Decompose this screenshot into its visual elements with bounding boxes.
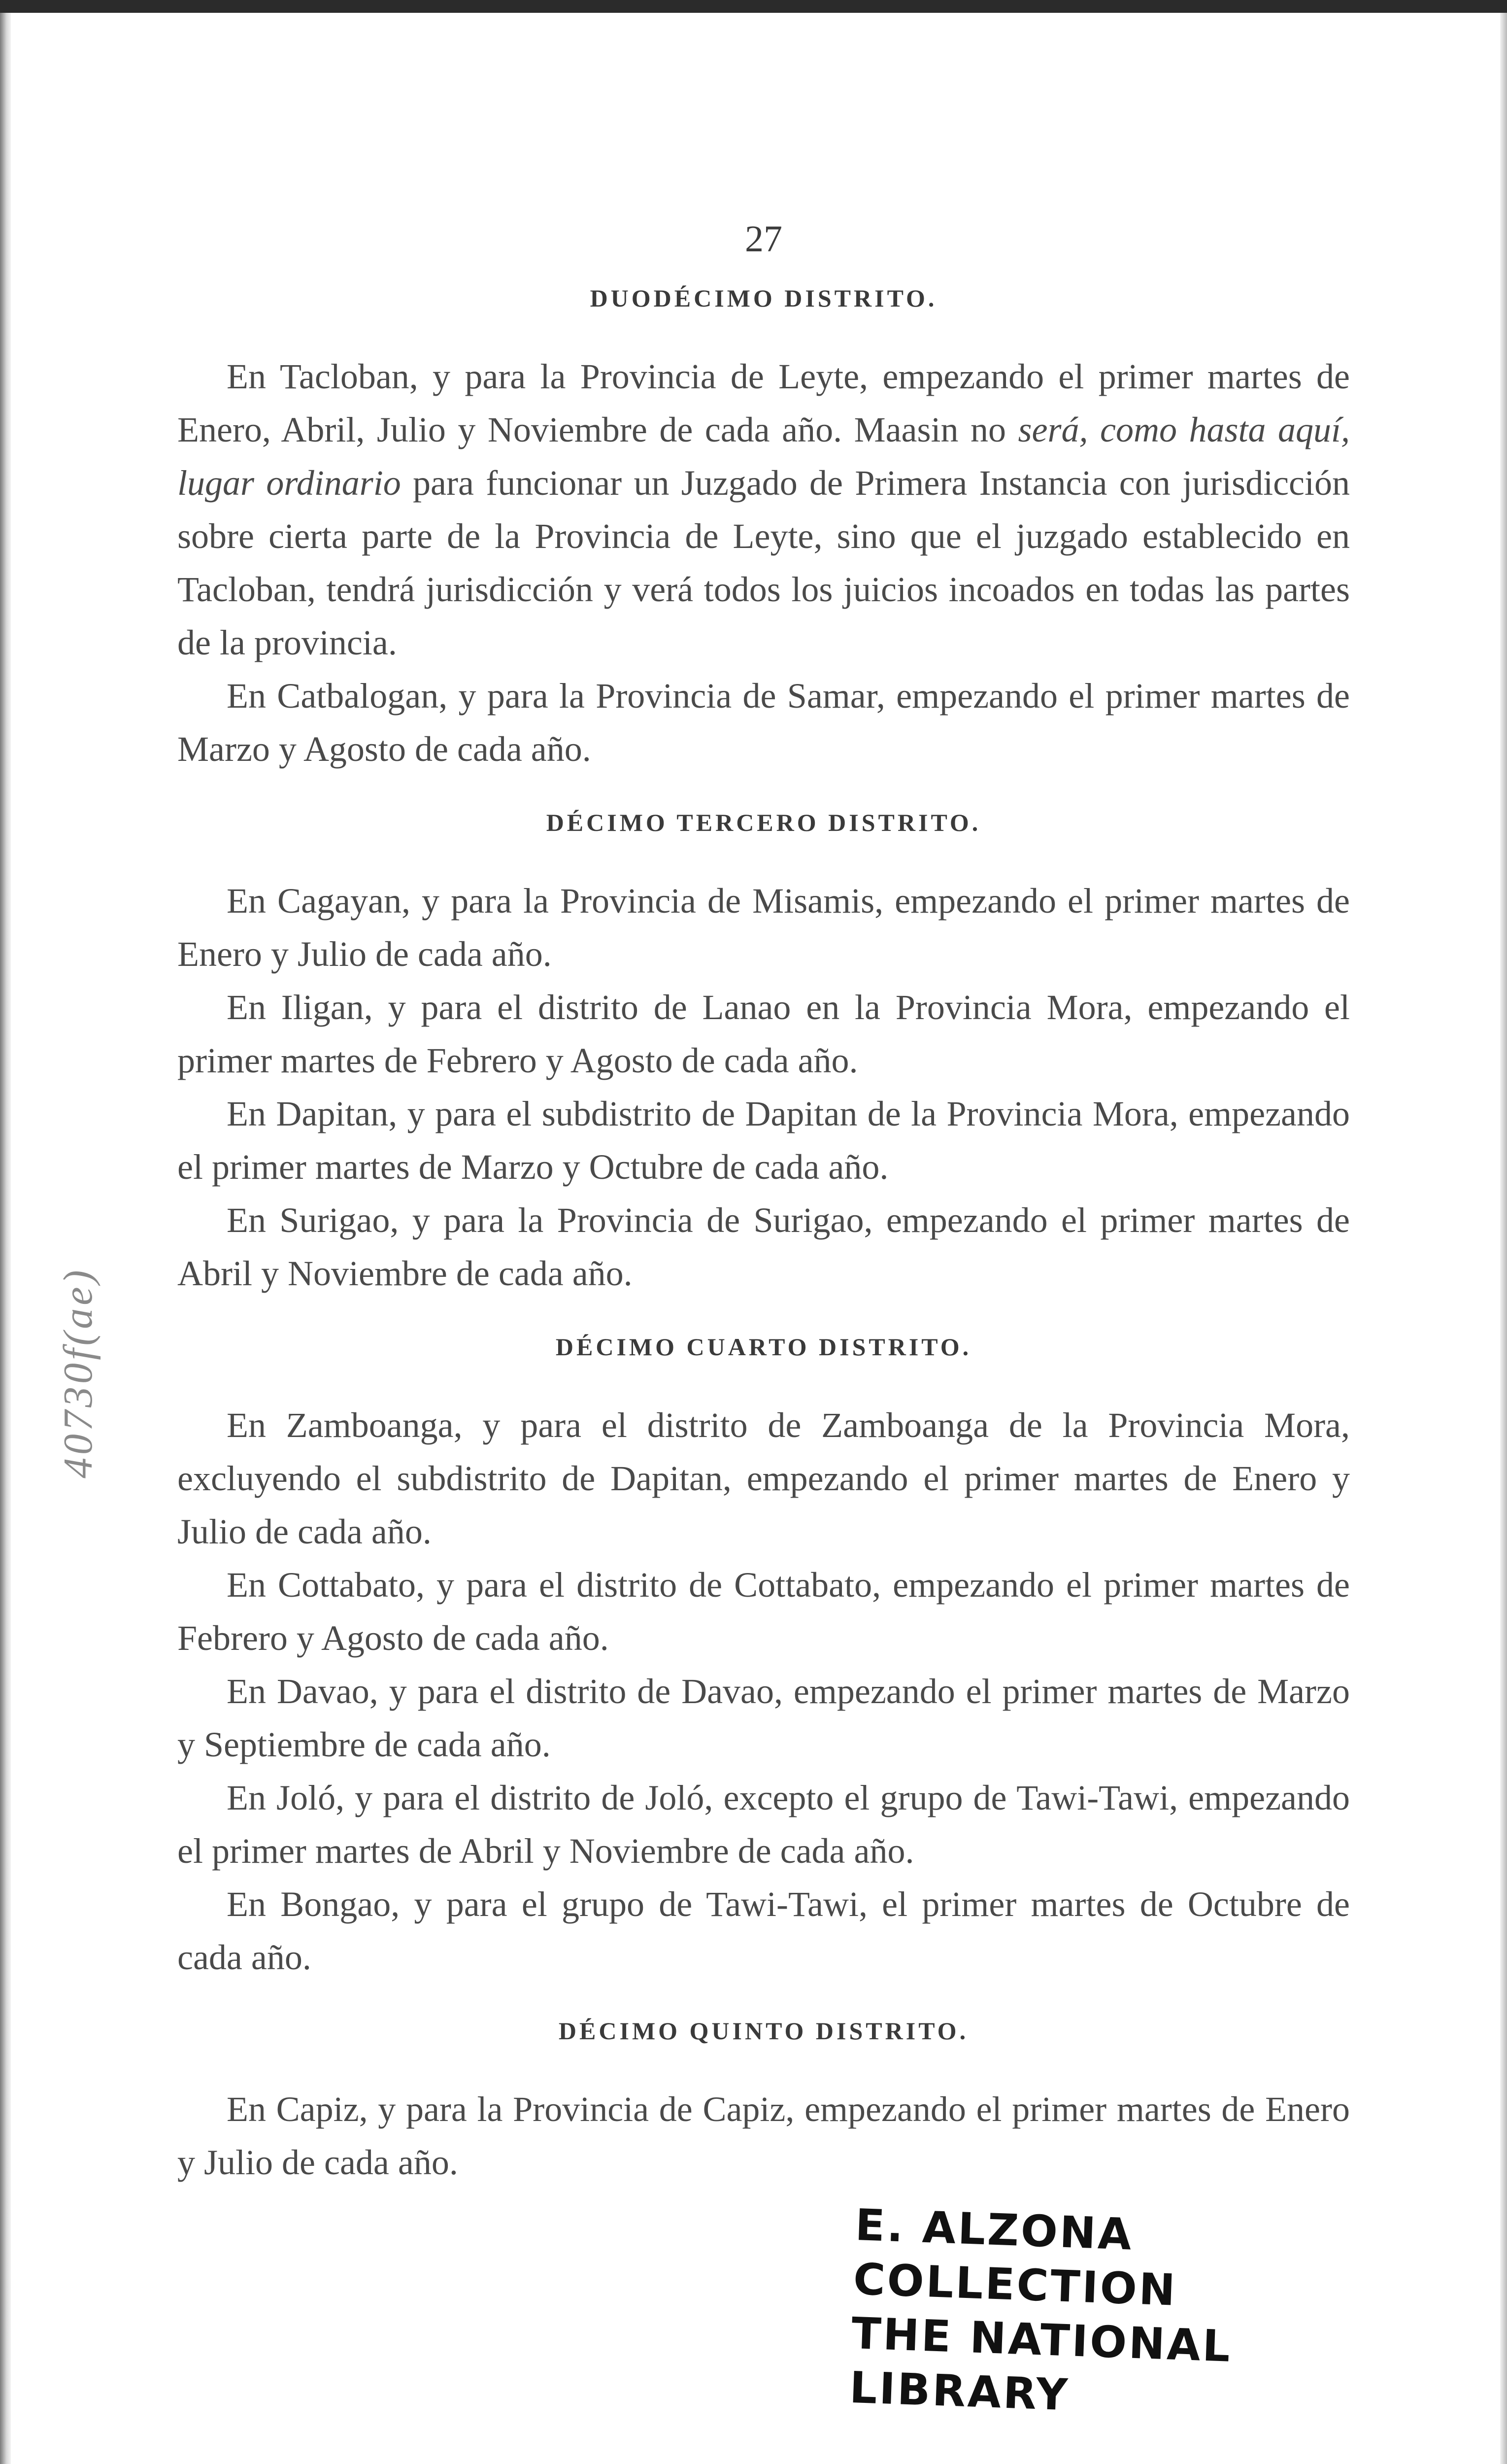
- paragraph-text: En Capiz, y para la Provincia de Capiz, empezando el primer martes de Enero y Julio de cada año.: [177, 2089, 1350, 2182]
- document-page: [177, 217, 1350, 2189]
- scan-top-edge: [0, 0, 1507, 13]
- section-heading: DÉCIMO CUARTO DISTRITO.: [555, 1333, 972, 1361]
- paragraph: [177, 874, 1350, 981]
- library-stamp: [849, 2198, 1423, 2434]
- paragraph-text: En Davao, y para el distrito de Davao, empezando el primer martes de Marzo y Septiembre de cada año.: [177, 1672, 1350, 1764]
- paragraph-text: En Cottabato, y para el distrito de Cottabato, empezando el primer martes de Febrero y Agosto de cada año.: [177, 1565, 1350, 1658]
- paragraph: [177, 669, 1350, 776]
- paragraph-text: En Dapitan, y para el subdistrito de Dapitan de la Provincia Mora, empezando el primer martes de Marzo y Octubre de cada año.: [177, 1094, 1350, 1187]
- paragraph-text: En Catbalogan, y para la Provincia de Samar, empezando el primer martes de Marzo y Agosto de cada año.: [177, 676, 1350, 769]
- paragraph: [177, 981, 1350, 1087]
- section-heading: DÉCIMO TERCERO DISTRITO.: [546, 809, 981, 836]
- stamp-line: E. ALZONA COLLECTION: [852, 2199, 1178, 2316]
- paragraph-text: En Joló, y para el distrito de Joló, excepto el grupo de Tawi-Tawi, empezando el primer martes de Abril y Noviembre de cada año.: [177, 1778, 1350, 1871]
- paragraph: [177, 1558, 1350, 1665]
- section-heading: DUODÉCIMO DISTRITO.: [590, 284, 938, 312]
- pencil-annotation: 40730f(ae): [55, 1267, 101, 1478]
- paragraph-text: En Tacloban, y para la Provincia de Leyte, empezando el primer martes de Enero, Abril, Julio y Noviembre de cada año. Maasin no: [177, 357, 1350, 449]
- scan-left-edge: [0, 13, 11, 2464]
- paragraph-italic-text: será, como hasta aquí, lugar ordinario: [177, 410, 1350, 503]
- paragraph-text: En Zamboanga, y para el distrito de Zamboanga de la Provincia Mora, excluyendo el subdistrito de Dapitan, empezando el primer martes de Enero y Julio de cada año.: [177, 1405, 1350, 1551]
- stamp-line: THE NATIONAL LIBRARY: [848, 2307, 1233, 2421]
- paragraph: [177, 1399, 1350, 1558]
- paragraph-text: En Iligan, y para el distrito de Lanao en la Provincia Mora, empezando el primer martes de Febrero y Agosto de cada año.: [177, 988, 1350, 1080]
- scan-right-edge: [1500, 13, 1507, 2464]
- paragraph: [177, 350, 1350, 669]
- paragraph-text: En Surigao, y para la Provincia de Surigao, empezando el primer martes de Abril y Noviembre de cada año.: [177, 1200, 1350, 1293]
- paragraph: [177, 1771, 1350, 1878]
- paragraph: [177, 1878, 1350, 1984]
- paragraph: [177, 1194, 1350, 1300]
- paragraph: [177, 1087, 1350, 1194]
- paragraph: [177, 1665, 1350, 1771]
- paragraph-text: para funcionar un Juzgado de Primera Instancia con jurisdicción sobre cierta parte de la Provincia de Leyte, sino que el juzgado establecido en Tacloban, tendrá jurisdicción y verá todos los juicios incoados en todas las partes de la provincia.: [177, 463, 1350, 662]
- paragraph-text: En Bongao, y para el grupo de Tawi-Tawi, el primer martes de Octubre de cada año.: [177, 1884, 1350, 1977]
- section-heading: DÉCIMO QUINTO DISTRITO.: [558, 2017, 969, 2045]
- paragraph-text: En Cagayan, y para la Provincia de Misamis, empezando el primer martes de Enero y Julio de cada año.: [177, 881, 1350, 974]
- paragraph: [177, 2083, 1350, 2189]
- page-number: 27: [745, 218, 782, 260]
